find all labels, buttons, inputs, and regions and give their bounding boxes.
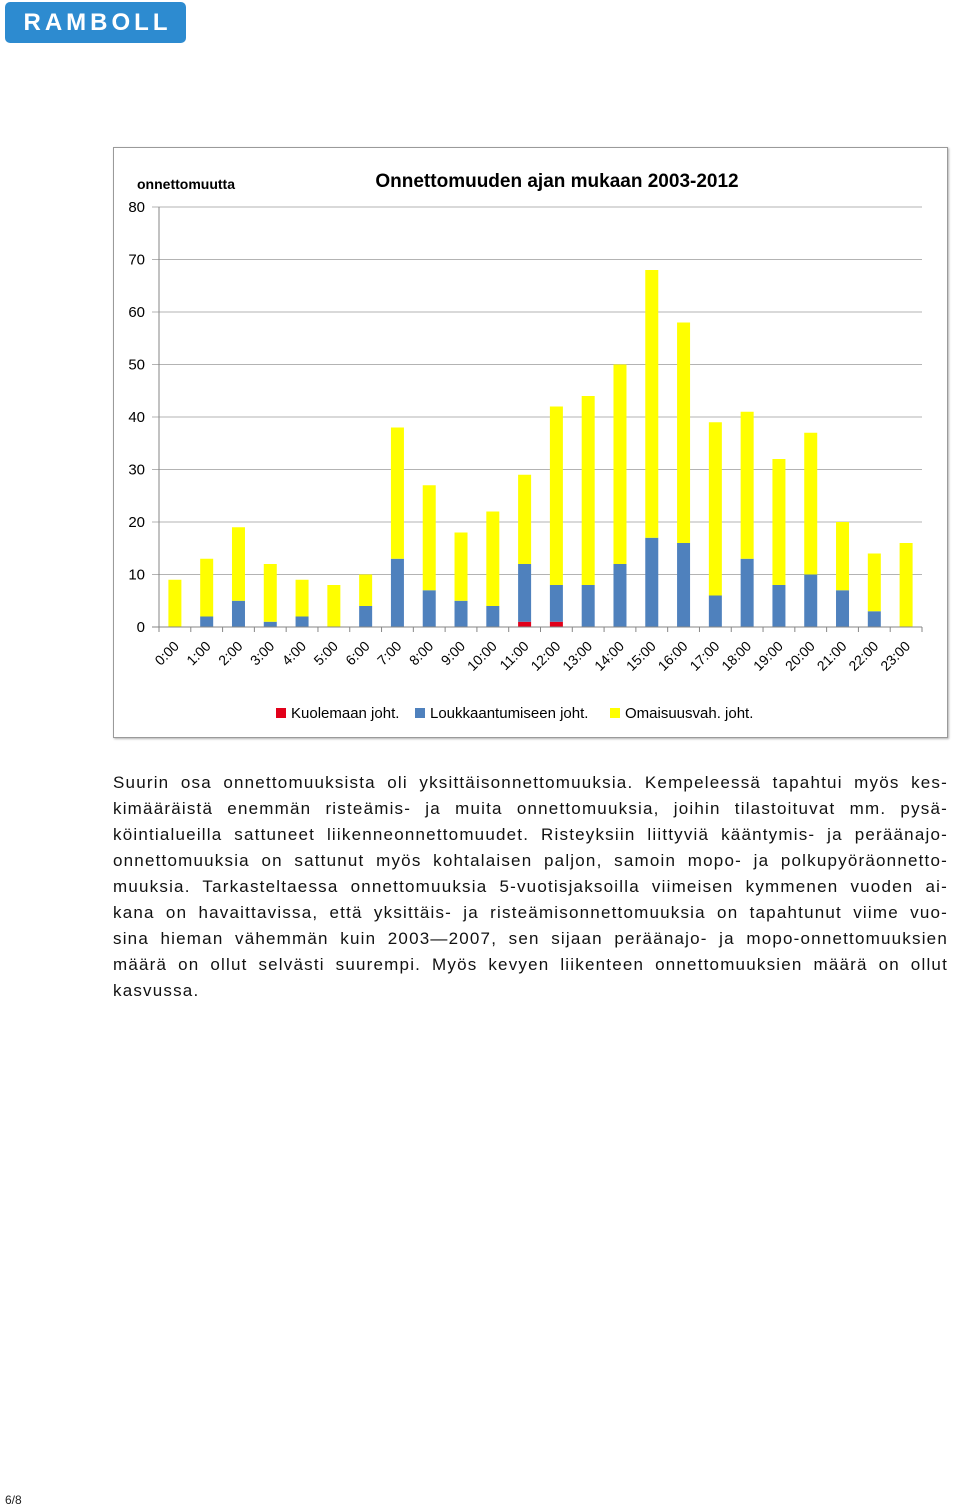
x-tick-label: 9:00 xyxy=(437,637,469,669)
legend-label: Loukkaantumiseen joht. xyxy=(430,705,589,722)
x-tick-label: 1:00 xyxy=(183,637,214,669)
y-axis-tick-labels xyxy=(128,199,145,636)
bar-segment-series-3-hour-2 xyxy=(232,527,245,601)
bar-segment-series-3-hour-4 xyxy=(296,580,309,617)
bar-segment-series-2-hour-22 xyxy=(868,611,881,627)
y-tick-label: 70 xyxy=(128,251,145,269)
bar-segment-series-3-hour-6 xyxy=(359,575,372,607)
y-tick-label: 20 xyxy=(128,514,145,531)
bar-segment-series-2-hour-18 xyxy=(741,559,754,627)
paragraph-line: Suurin osa onnettomuuksista oli yksittäisonnettomuuksia. Kempeleessä tapahtui myös kes- xyxy=(113,773,948,792)
y-tick-label: 60 xyxy=(128,304,145,321)
paragraph-line: sina hieman vähemmän kuin 2003—2007, sen sijaan peräänajo- ja mopo-onnettomuuksien xyxy=(113,929,948,948)
paragraph-line: määrä on ollut selvästi suurempi. Myös kevyen liikenteen onnettomuuksien määrä on ollut xyxy=(113,955,948,974)
bar-segment-series-2-hour-4 xyxy=(296,617,309,628)
x-tick-label: 12:00 xyxy=(527,637,564,674)
y-tick-label: 50 xyxy=(128,356,145,374)
ramboll-logo xyxy=(5,2,186,43)
x-tick-label: 14:00 xyxy=(591,637,628,674)
bar-segment-series-3-hour-9 xyxy=(455,533,468,601)
x-tick-label: 13:00 xyxy=(559,637,596,674)
bar-segment-series-3-hour-23 xyxy=(900,543,913,627)
bar-segment-series-3-hour-14 xyxy=(613,365,626,565)
y-tick-label: 40 xyxy=(128,409,145,426)
paragraph-line: muuksia. Tarkasteltaessa onnettomuuksia 5-vuotisjaksoilla viimeisen kymmenen vuoden ai- xyxy=(113,877,948,896)
paragraph-line: kimääräistä enemmän risteämis- ja muita onnettomuuksia, joihin tilastoituvat mm. pysä- xyxy=(113,799,948,818)
bar-segment-series-2-hour-6 xyxy=(359,606,372,627)
legend-item-fatal xyxy=(276,705,399,722)
bar-segment-series-2-hour-3 xyxy=(264,622,277,627)
bar-segment-series-3-hour-11 xyxy=(518,475,531,564)
x-tick-label: 10:00 xyxy=(463,637,500,674)
x-axis-tick-labels xyxy=(151,638,913,674)
bar-segment-series-2-hour-14 xyxy=(613,564,626,627)
logo-text: RAMBOLL xyxy=(23,8,172,36)
bar-segment-series-2-hour-2 xyxy=(232,601,245,627)
bar-segment-series-3-hour-17 xyxy=(709,422,722,595)
bar-segment-series-2-hour-12 xyxy=(550,585,563,622)
x-tick-label: 6:00 xyxy=(342,637,373,669)
bar-segment-series-2-hour-19 xyxy=(772,585,785,627)
bar-segment-series-2-hour-20 xyxy=(804,575,817,628)
legend-swatch-red xyxy=(276,708,286,718)
legend-item-injury xyxy=(415,705,588,722)
bar-segment-series-2-hour-21 xyxy=(836,590,849,627)
x-tick-label: 20:00 xyxy=(781,637,818,674)
bar-segment-series-1-hour-11 xyxy=(518,622,531,627)
x-tick-label: 15:00 xyxy=(622,637,659,674)
body-paragraph xyxy=(113,770,948,1004)
x-tick-label: 23:00 xyxy=(877,637,914,674)
x-tick-label: 5:00 xyxy=(310,637,341,669)
x-tick-label: 18:00 xyxy=(718,637,755,674)
y-tick-label: 30 xyxy=(128,461,145,479)
x-tick-label: 3:00 xyxy=(246,637,278,669)
bar-segment-series-2-hour-1 xyxy=(200,617,213,628)
bar-segment-series-3-hour-8 xyxy=(423,485,436,590)
legend-swatch-yellow xyxy=(610,708,620,718)
bar-segment-series-3-hour-21 xyxy=(836,522,849,590)
bar-segment-series-2-hour-17 xyxy=(709,596,722,628)
bar-segment-series-2-hour-16 xyxy=(677,543,690,627)
bar-segment-series-2-hour-11 xyxy=(518,564,531,622)
bar-segment-series-2-hour-8 xyxy=(423,590,436,627)
y-tick-label: 0 xyxy=(136,619,145,636)
bar-segment-series-3-hour-7 xyxy=(391,428,404,559)
x-tick-label: 2:00 xyxy=(215,637,246,669)
bar-segment-series-3-hour-10 xyxy=(486,512,499,607)
x-tick-label: 21:00 xyxy=(813,637,850,674)
bar-segment-series-3-hour-22 xyxy=(868,554,881,612)
bar-segment-series-3-hour-16 xyxy=(677,323,690,544)
y-axis-title: onnettomuutta xyxy=(137,176,235,192)
x-tick-label: 8:00 xyxy=(405,637,437,669)
bar-segment-series-2-hour-7 xyxy=(391,559,404,627)
chart-container xyxy=(113,147,948,738)
bar-segment-series-3-hour-12 xyxy=(550,407,563,586)
bar-segment-series-3-hour-3 xyxy=(264,564,277,622)
legend-label: Omaisuusvah. joht. xyxy=(625,705,754,722)
x-tick-label: 11:00 xyxy=(496,637,532,674)
paragraph-line: kasvussa. xyxy=(113,981,200,1000)
bar-segment-series-2-hour-15 xyxy=(645,538,658,627)
x-tick-label: 7:00 xyxy=(373,637,405,669)
legend-item-property-damage xyxy=(610,705,753,722)
y-tick-label: 10 xyxy=(128,566,145,584)
x-tick-label: 22:00 xyxy=(845,637,882,674)
bar-segment-series-3-hour-13 xyxy=(582,396,595,585)
x-tick-label: 19:00 xyxy=(749,637,787,674)
bar-segment-series-3-hour-0 xyxy=(168,580,181,627)
y-tick-label: 80 xyxy=(128,199,145,216)
bar-segment-series-1-hour-12 xyxy=(550,622,563,627)
chart-title: Onnettomuuden ajan mukaan 2003-2012 xyxy=(375,171,739,192)
bar-segment-series-3-hour-20 xyxy=(804,433,817,575)
legend xyxy=(276,705,753,722)
paragraph-line: onnettomuuksia on sattunut myös kohtalaisen paljon, samoin mopo- ja polkupyöräonnetto- xyxy=(113,851,948,870)
bar-segment-series-3-hour-15 xyxy=(645,270,658,538)
bar-segment-series-2-hour-13 xyxy=(582,585,595,627)
bar-segment-series-2-hour-10 xyxy=(486,606,499,627)
bars xyxy=(168,270,912,627)
bar-segment-series-3-hour-19 xyxy=(772,459,785,585)
page-number: 6/8 xyxy=(5,1493,22,1507)
x-tick-label: 0:00 xyxy=(151,637,183,669)
paragraph-line: kana on havaittavissa, että yksittäis- ja risteämisonnettomuuksia on tapahtunut viime vuo- xyxy=(113,903,948,922)
bar-segment-series-3-hour-5 xyxy=(327,585,340,627)
bar-segment-series-2-hour-9 xyxy=(455,601,468,627)
x-tick-label: 16:00 xyxy=(654,637,691,674)
x-tick-label: 4:00 xyxy=(278,637,310,669)
paragraph-line: köintialueilla sattuneet liikenneonnettomuudet. Risteyksiin liittyviä kääntymis- ja peräänajo- xyxy=(113,825,948,844)
legend-label: Kuolemaan joht. xyxy=(291,705,400,722)
bar-segment-series-3-hour-18 xyxy=(741,412,754,559)
stacked-bar-chart xyxy=(114,148,947,737)
bar-segment-series-3-hour-1 xyxy=(200,559,213,617)
x-tick-label: 17:00 xyxy=(686,637,723,674)
legend-swatch-blue xyxy=(415,708,425,718)
